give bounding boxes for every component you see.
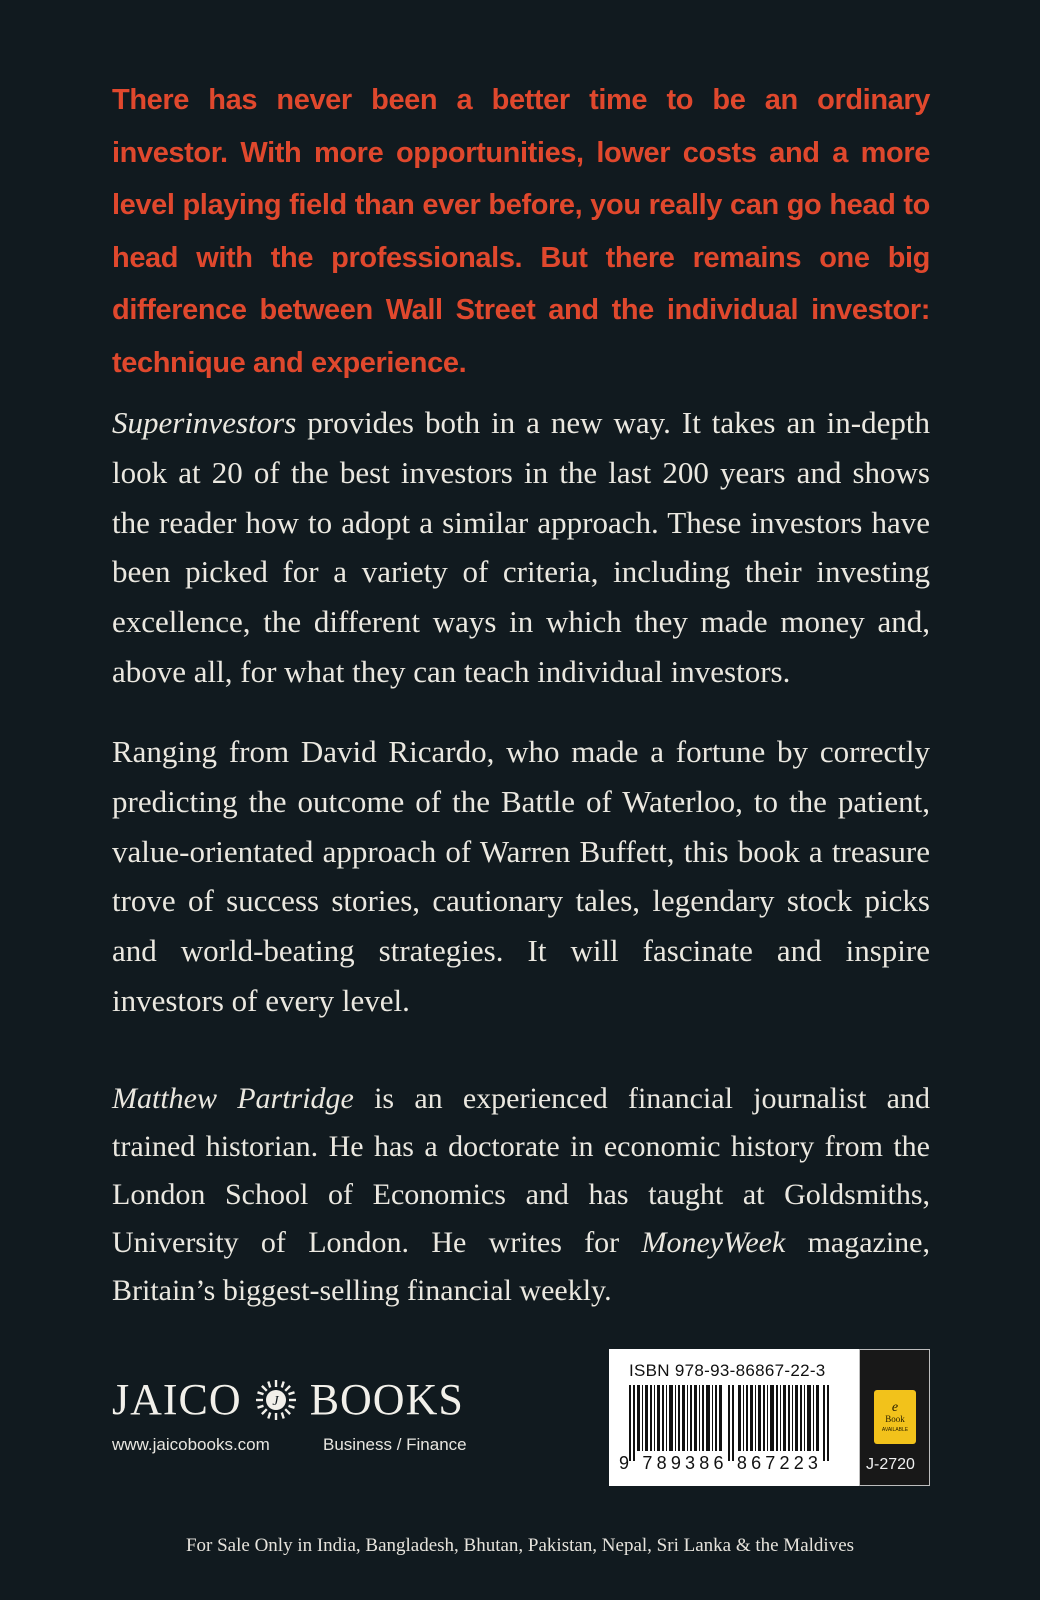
publisher-url: www.jaicobooks.com (112, 1435, 270, 1454)
sale-territory-note: For Sale Only in India, Bangladesh, Bhutan, Pakistan, Nepal, Sri Lanka & the Maldives (185, 1535, 855, 1556)
ebook-label: Book (885, 1414, 905, 1425)
publisher-name-left: JAICO (112, 1375, 242, 1424)
author-name: Matthew Partridge (112, 1082, 354, 1115)
description-paragraph-1 (112, 398, 930, 697)
svg-text:J: J (272, 1394, 280, 1409)
sun-emblem-icon (254, 1378, 298, 1422)
job-code: J-2720 (866, 1456, 915, 1473)
author-bio-text-a: is an experienced financial journalist and trained historian. He has a doctorate in economic history from the London School of Economics and has taught at Goldsmiths, University of London. He writes for (112, 1082, 930, 1259)
author-bio-text-b: magazine, Britain’s biggest-selling financial weekly. (112, 1226, 930, 1307)
ebook-e: e (891, 1400, 899, 1416)
description-paragraph-2: Ranging from David Ricardo, who made a fortune by correctly predicting the outcome of the Battle of Waterloo, to the patient, value-orientated approach of Warren Buffett, this book a treasure trove of success stories, cautionary tales, legendary stock picks and world-beating strategies. It will fascinate and inspire investors of every level. (112, 734, 930, 1018)
barcode-panel (609, 1349, 859, 1486)
barcode-bars (627, 1385, 841, 1461)
isbn-label: ISBN 978-93-86867-22-3 (629, 1361, 826, 1380)
ebook-available-icon (874, 1390, 916, 1444)
cover-blurb: There has never been a better time to be an ordinary investor. With more opportunities, lower costs and a more level playing field than ever before, you really can go head to head with the professionals. But there remains one big difference between Wall Street and the individual investor: technique and experience. (112, 84, 930, 379)
author-bio (112, 1075, 930, 1315)
book-category: Business / Finance (323, 1435, 467, 1454)
publisher-logo (112, 1375, 464, 1424)
ebook-available-label: AVAILABLE (881, 1426, 909, 1433)
publisher-name-right: BOOKS (309, 1375, 464, 1424)
barcode-digits: 9 789386 867223 (619, 1453, 823, 1473)
book-title-italic: Superinvestors (112, 405, 297, 440)
magazine-name: MoneyWeek (641, 1226, 786, 1259)
barcode-side-panel (859, 1349, 930, 1486)
description-paragraph-1-text: provides both in a new way. It takes an in-depth look at 20 of the best investors in the last 200 years and shows the reader how to adopt a similar approach. These investors have been picked for a variety of criteria, including their investing excellence, the different ways in which they made money and, above all, for what they can teach individual investors. (112, 405, 930, 689)
